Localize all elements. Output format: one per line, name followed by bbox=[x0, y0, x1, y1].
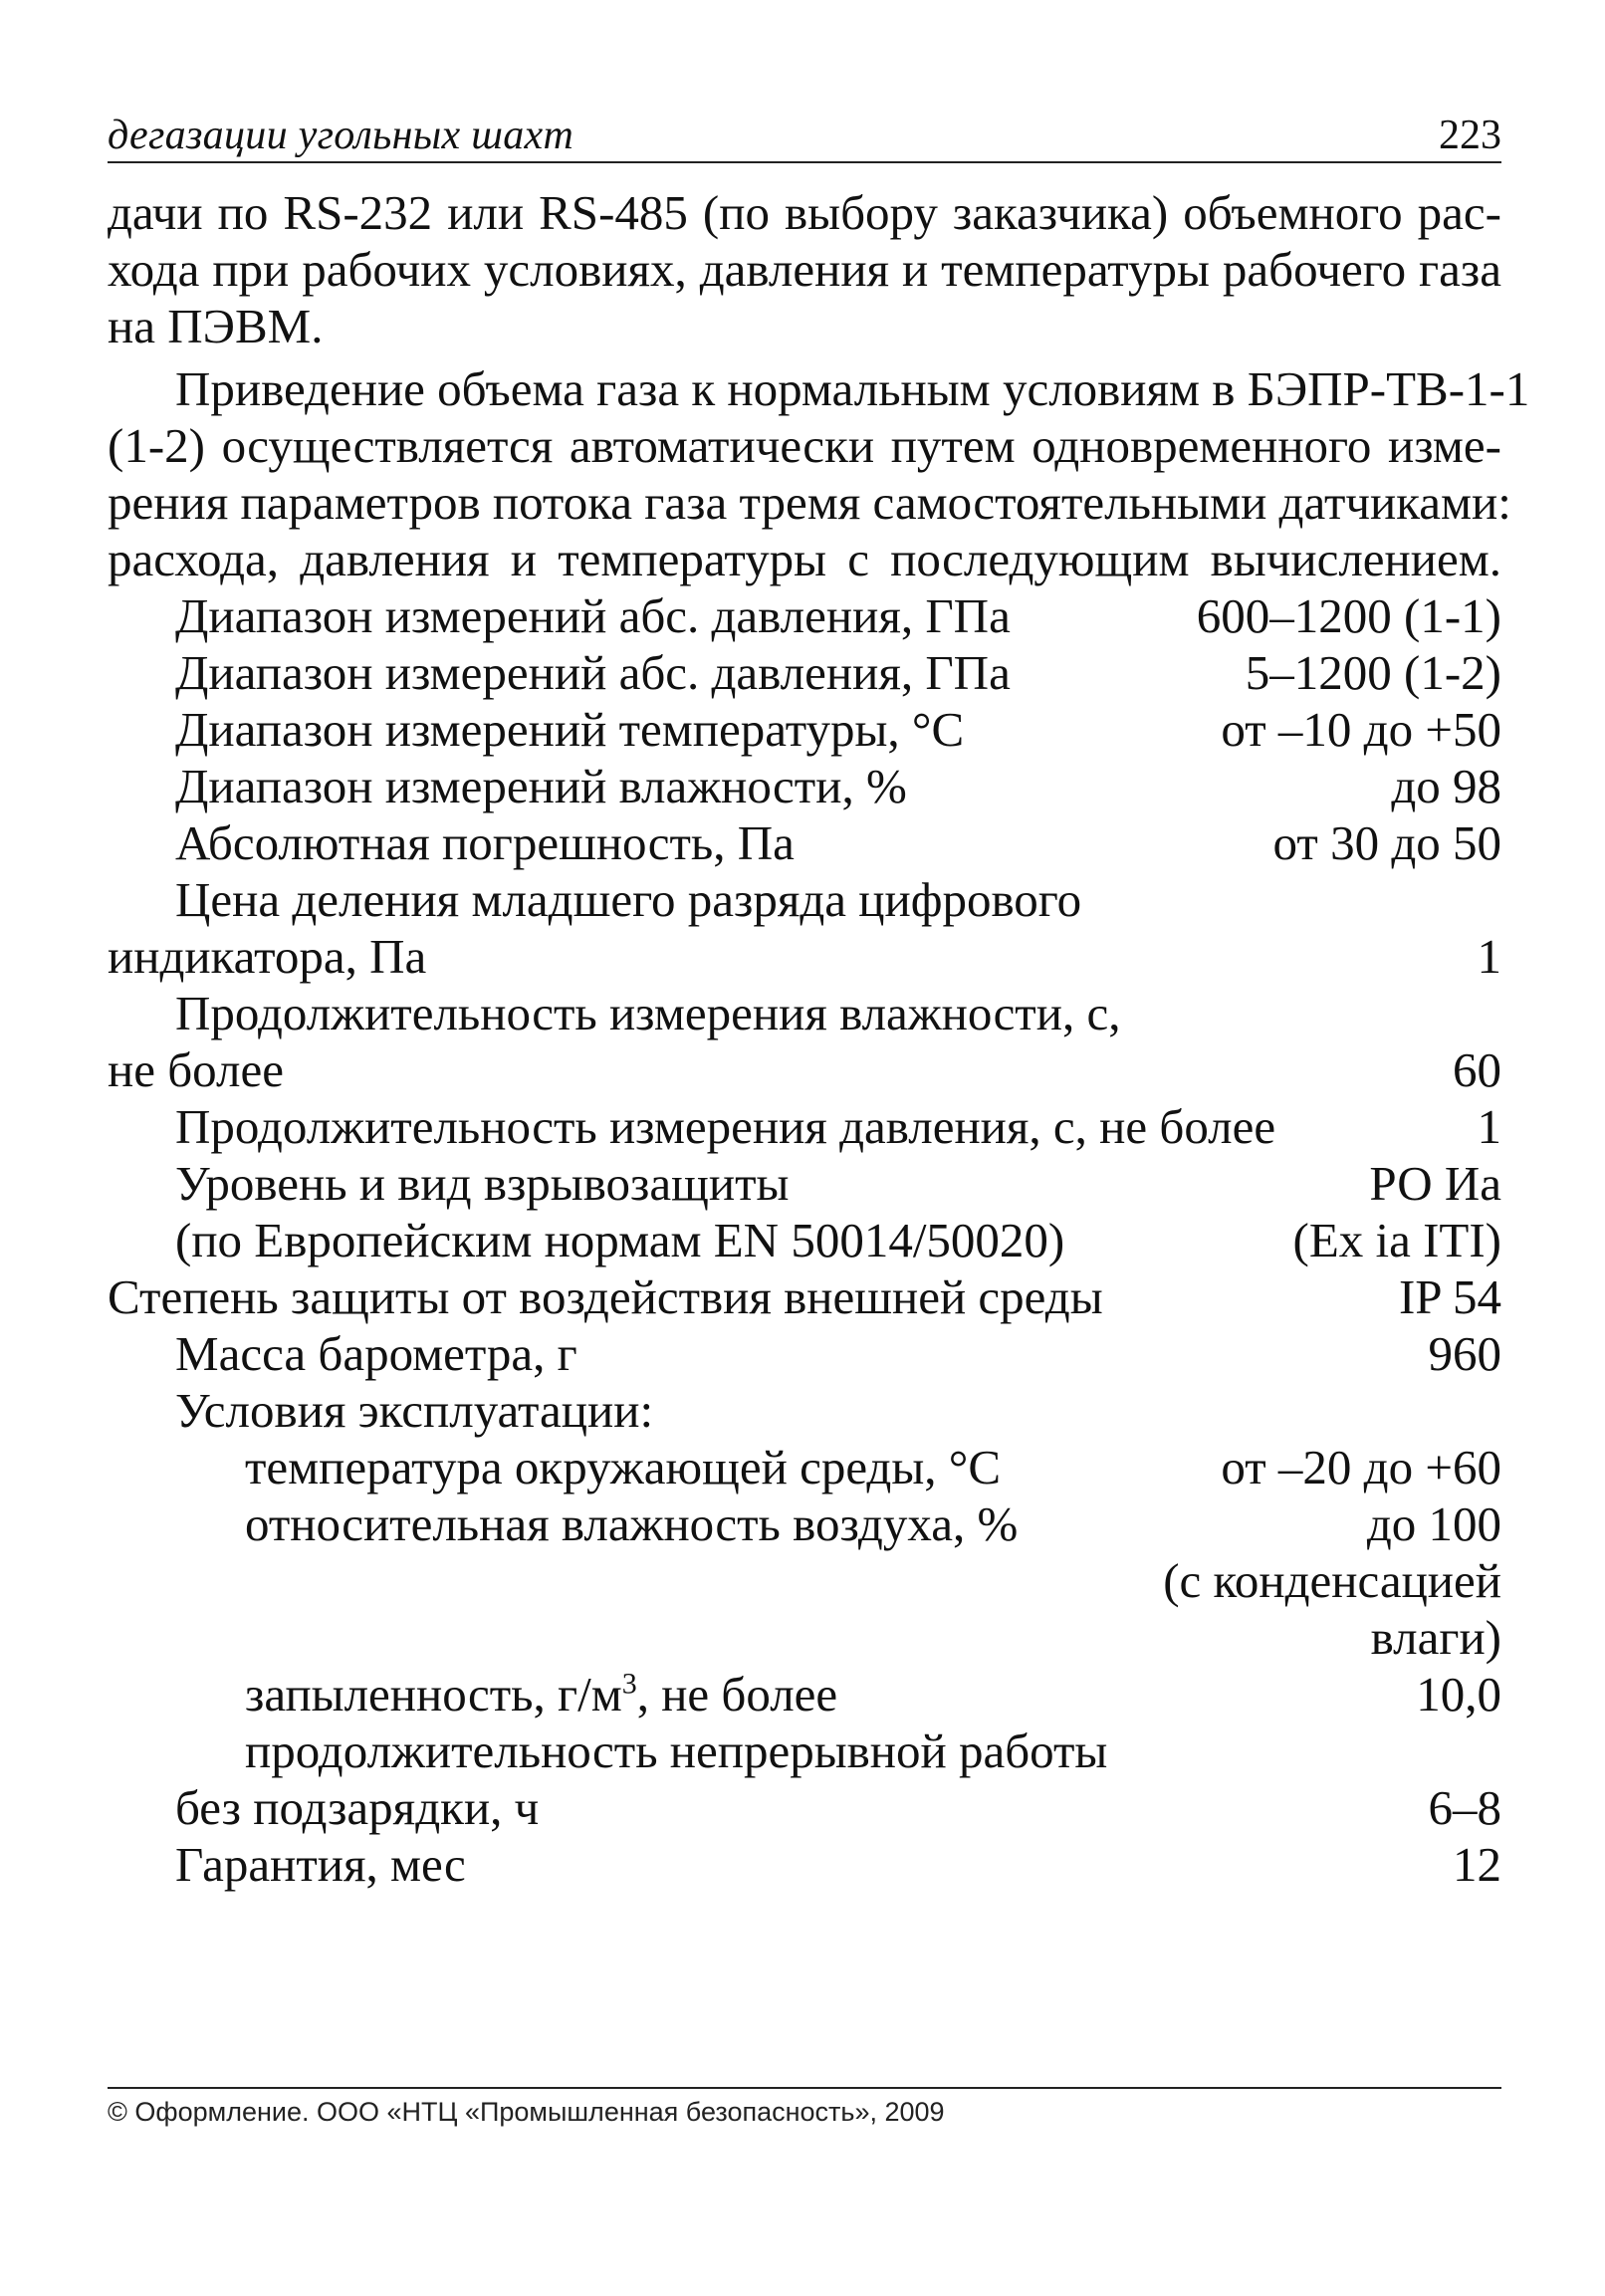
text-line: расхода, давления и температуры с последующим вычислением. bbox=[108, 532, 1501, 586]
spec-value: 60 bbox=[1453, 1042, 1501, 1097]
header-rule bbox=[108, 161, 1501, 163]
spec-label: температура окружающей среды, °С bbox=[245, 1440, 1002, 1494]
spec-label: продолжительность непрерывной работы bbox=[245, 1723, 1108, 1778]
spec-row bbox=[108, 1552, 1501, 1609]
text-line: Приведение объема газа к нормальным условиям в БЭПР-ТВ-1-1 bbox=[175, 361, 1530, 416]
spec-row bbox=[108, 871, 1501, 928]
spec-label: Цена деления младшего разряда цифрового bbox=[175, 872, 1082, 927]
spec-value: РО Иа bbox=[1369, 1156, 1501, 1211]
spec-label: Диапазон измерений абс. давления, ГПа bbox=[175, 588, 1011, 643]
spec-label-text: запыленность, г/м bbox=[245, 1667, 622, 1722]
spec-value: от 30 до 50 bbox=[1272, 815, 1501, 870]
spec-label: (по Европейским нормам EN 50014/50020) bbox=[175, 1213, 1065, 1267]
spec-row bbox=[108, 644, 1501, 701]
running-header bbox=[108, 112, 1501, 165]
spec-value: 600–1200 (1-1) bbox=[1196, 588, 1501, 643]
text-line: на ПЭВМ. bbox=[108, 299, 324, 353]
spec-label: не более bbox=[108, 1042, 284, 1097]
spec-label: индикатора, Па bbox=[108, 929, 427, 984]
spec-list bbox=[108, 587, 1501, 1893]
footer-copyright: © Оформление. ООО «НТЦ «Промышленная безопасность», 2009 bbox=[108, 2097, 945, 2127]
spec-label: Диапазон измерений абс. давления, ГПа bbox=[175, 645, 1011, 700]
text-line: (1-2) осуществляется автоматически путем одновременного изме- bbox=[108, 418, 1501, 473]
spec-value: (Ex ia ITI) bbox=[1292, 1213, 1501, 1267]
spec-label: Масса барометра, г bbox=[175, 1326, 577, 1381]
page-body bbox=[108, 184, 1530, 1893]
spec-value: 12 bbox=[1453, 1837, 1501, 1892]
spec-row bbox=[108, 985, 1501, 1041]
spec-label: без подзарядки, ч bbox=[175, 1780, 540, 1835]
spec-row bbox=[108, 1212, 1501, 1268]
spec-label: Диапазон измерений температуры, °С bbox=[175, 702, 965, 757]
spec-value: от –10 до +50 bbox=[1221, 702, 1501, 757]
spec-value: IP 54 bbox=[1398, 1269, 1501, 1324]
spec-row bbox=[108, 1609, 1501, 1666]
spec-row bbox=[108, 1325, 1501, 1382]
spec-value: 1 bbox=[1477, 929, 1501, 984]
spec-row bbox=[108, 758, 1501, 814]
spec-value: до 100 bbox=[1366, 1496, 1501, 1551]
spec-label: Условия эксплуатации: bbox=[175, 1383, 654, 1438]
spec-label: Абсолютная погрешность, Па bbox=[175, 815, 795, 870]
running-header-title: дегазации угольных шахт bbox=[108, 113, 574, 158]
spec-value: 10,0 bbox=[1416, 1667, 1501, 1722]
text-line: рения параметров потока газа тремя самостоятельными датчиками: bbox=[108, 475, 1511, 530]
spec-value: 960 bbox=[1428, 1326, 1501, 1381]
spec-label: Гарантия, мес bbox=[175, 1837, 466, 1892]
spec-row bbox=[108, 1722, 1501, 1779]
paragraph-normalization bbox=[108, 360, 1530, 587]
spec-row bbox=[108, 1666, 1501, 1722]
spec-value: (с конденсацией bbox=[1163, 1553, 1501, 1608]
spec-row bbox=[108, 701, 1501, 758]
spec-row bbox=[108, 587, 1501, 644]
spec-row bbox=[108, 928, 1501, 985]
spec-row bbox=[108, 1041, 1501, 1098]
spec-value: 6–8 bbox=[1428, 1780, 1501, 1835]
spec-label: Продолжительность измерения давления, с, не более bbox=[175, 1099, 1276, 1154]
spec-row bbox=[108, 1836, 1501, 1893]
spec-value: от –20 до +60 bbox=[1221, 1440, 1501, 1494]
spec-label: Уровень и вид взрывозащиты bbox=[175, 1156, 790, 1211]
paragraph-continuation bbox=[108, 184, 1501, 354]
spec-value: 1 bbox=[1477, 1099, 1501, 1154]
superscript: 3 bbox=[621, 1667, 637, 1701]
spec-label: Степень защиты от воздействия внешней среды bbox=[108, 1269, 1103, 1324]
spec-row bbox=[108, 1268, 1501, 1325]
spec-row bbox=[108, 814, 1501, 871]
spec-value: влаги) bbox=[1370, 1610, 1501, 1665]
spec-label-text: , не более bbox=[636, 1667, 838, 1722]
text-line: дачи по RS-232 или RS-485 (по выбору заказчика) объемного рас- bbox=[108, 185, 1501, 240]
spec-label: Продолжительность измерения влажности, с, bbox=[175, 986, 1121, 1040]
spec-value: 5–1200 (1-2) bbox=[1245, 645, 1501, 700]
footer-rule bbox=[108, 2087, 1501, 2089]
page-number: 223 bbox=[1439, 113, 1501, 158]
spec-label: Диапазон измерений влажности, % bbox=[175, 759, 907, 813]
spec-row bbox=[108, 1382, 1501, 1439]
spec-value: до 98 bbox=[1391, 759, 1501, 813]
spec-label: относительная влажность воздуха, % bbox=[245, 1496, 1019, 1551]
spec-row bbox=[108, 1098, 1501, 1155]
spec-row bbox=[108, 1495, 1501, 1552]
spec-row bbox=[108, 1779, 1501, 1836]
text-line: хода при рабочих условиях, давления и температуры рабочего газа bbox=[108, 242, 1501, 297]
spec-row bbox=[108, 1155, 1501, 1212]
spec-label bbox=[245, 1666, 837, 1722]
spec-row bbox=[108, 1439, 1501, 1495]
